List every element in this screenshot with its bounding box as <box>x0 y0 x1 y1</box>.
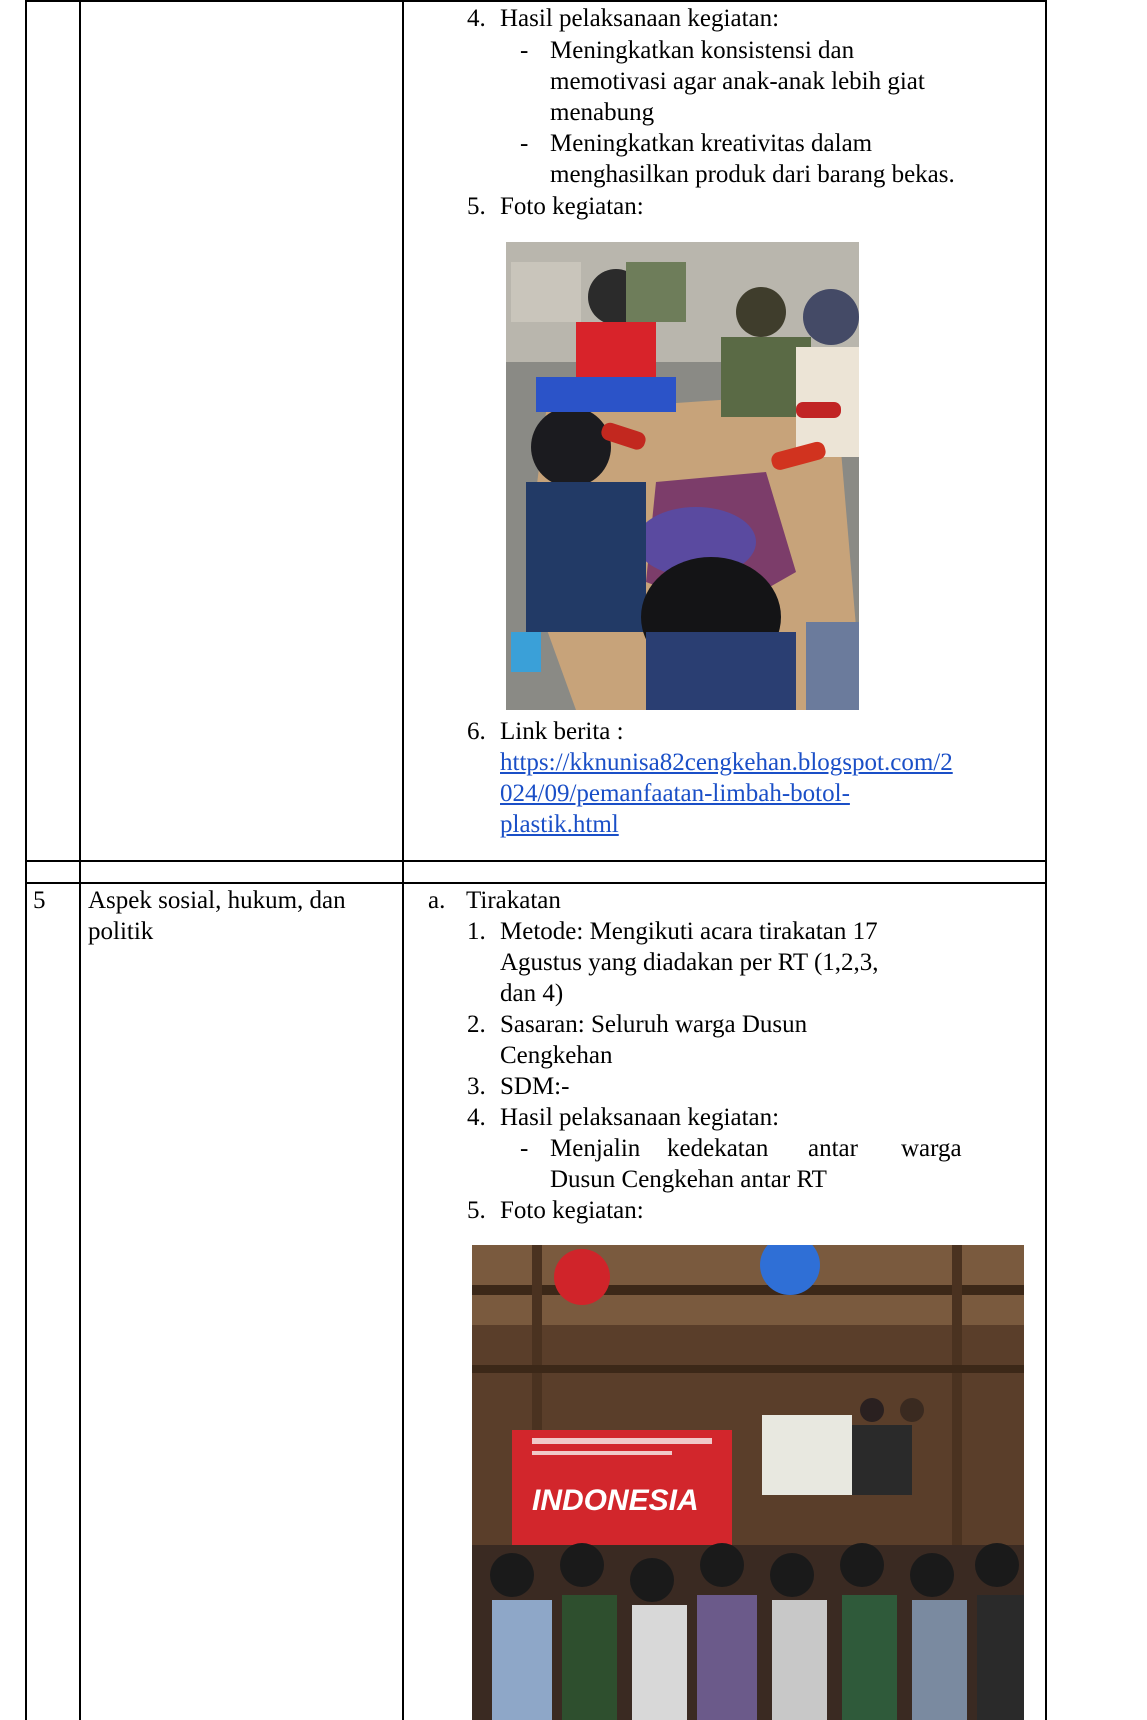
item-6-number: 6. <box>467 718 486 745</box>
activity-photo-bottle-crafts <box>506 242 859 710</box>
item-2-line-1: Sasaran: Seluruh warga Dusun <box>500 1011 808 1038</box>
item-5-number: 5. <box>467 193 486 220</box>
item-4-label: Hasil pelaksanaan kegiatan: <box>500 5 780 32</box>
sub-item-title: Tirakatan <box>466 887 561 914</box>
table-border-top <box>25 0 1047 2</box>
row-separator-bottom <box>25 882 1047 884</box>
sub-item-letter: a. <box>428 887 446 914</box>
bullet-dash: - <box>520 37 529 64</box>
bullet-1-line-1: Meningkatkan konsistensi dan <box>550 37 855 64</box>
bullet-word: antar <box>808 1135 858 1162</box>
item-4-number: 4. <box>467 5 486 32</box>
aspect-title-line-1: Aspek sosial, hukum, dan <box>88 887 346 914</box>
news-link[interactable]: plastik.html <box>500 811 619 838</box>
item-5-label: Foto kegiatan: <box>500 193 644 220</box>
news-link[interactable]: 024/09/pemanfaatan-limbah-botol- <box>500 780 850 807</box>
bullet-1-line-2: memotivasi agar anak-anak lebih giat <box>550 68 925 95</box>
bullet-2-line-1: Meningkatkan kreativitas dalam <box>550 130 873 157</box>
item-2-number: 2. <box>467 1011 486 1038</box>
item-3-line-1: SDM:- <box>500 1073 570 1100</box>
item-1-number: 1. <box>467 918 486 945</box>
news-link[interactable]: https://kknunisa82cengkehan.blogspot.com/2 <box>500 749 953 776</box>
activity-photo-tirakatan <box>472 1245 1024 1720</box>
item-1-line-2: Agustus yang diadakan per RT (1,2,3, <box>500 949 879 976</box>
row-number: 5 <box>33 887 46 914</box>
bullet-word: warga <box>901 1135 962 1162</box>
item-3-number: 3. <box>467 1073 486 1100</box>
item-1-line-3: dan 4) <box>500 980 564 1007</box>
row-separator-top <box>25 860 1047 862</box>
item-2-line-2: Cengkehan <box>500 1042 613 1069</box>
bullet-word: kedekatan <box>667 1135 769 1162</box>
item-5-number: 5. <box>467 1197 486 1224</box>
banner-text: INDONESIA <box>532 1484 699 1517</box>
item-1-line-1: Metode: Mengikuti acara tirakatan 17 <box>500 918 878 945</box>
bullet-line-2: Dusun Cengkehan antar RT <box>550 1166 827 1193</box>
bullet-1-line-3: menabung <box>550 99 655 126</box>
bullet-dash: - <box>520 1135 529 1162</box>
aspect-title-line-2: politik <box>88 918 154 945</box>
item-4-line-1: Hasil pelaksanaan kegiatan: <box>500 1104 780 1131</box>
item-4-number: 4. <box>467 1104 486 1131</box>
bullet-word: Menjalin <box>550 1135 641 1162</box>
item-6-label: Link berita : <box>500 718 624 745</box>
bullet-dash: - <box>520 130 529 157</box>
item-5-line-1: Foto kegiatan: <box>500 1197 644 1224</box>
bullet-2-line-2: menghasilkan produk dari barang bekas. <box>550 161 955 188</box>
